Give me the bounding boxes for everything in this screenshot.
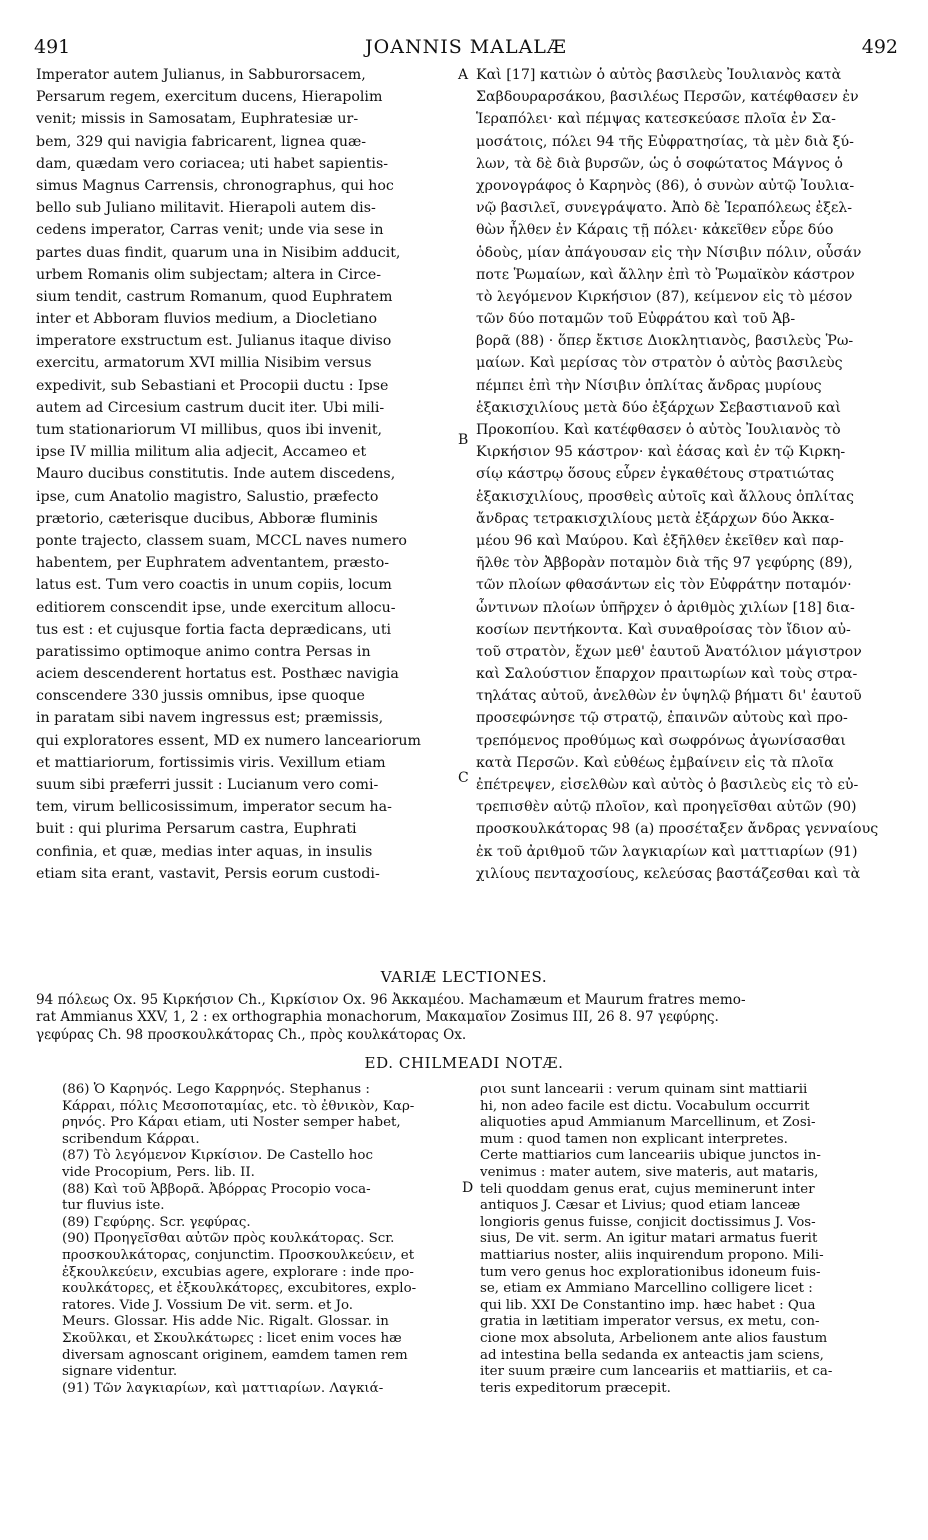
- latin-text-line: habentem, per Euphratem adventantem, præsto-: [36, 555, 390, 572]
- note-line: se, etiam ex Ammiano Marcellino colligere licet :: [480, 1281, 813, 1297]
- latin-text-line: ipse, cum Anatolio magistro, Salustio, præfecto: [36, 488, 379, 505]
- latin-text-line: Mauro ducibus constitutis. Inde autem discedens,: [36, 466, 396, 483]
- latin-text-line: urbem Romanis olim subjectam; altera in Circe-: [36, 266, 382, 283]
- note-line: qui lib. XXI De Constantino imp. hæc habet : Qua: [480, 1297, 816, 1313]
- greek-text-line: τοῦ στρατὸν, ἔχων μεθ' ἑαυτοῦ Ἀνατόλιον μάγιστρον: [476, 643, 862, 660]
- notes-right-column: [480, 1082, 900, 1397]
- running-title: JOANNIS MALALÆ: [365, 36, 567, 58]
- latin-text-line: exercitu, armatorum XVI millia Nisibim versus: [36, 355, 372, 372]
- greek-text-line: βορᾶ (88) · ὅπερ ἔκτισε Διοκλητιανὸς, βασιλεὺς Ῥω-: [476, 333, 854, 350]
- greek-text-line: Κιρκήσιον 95 κάστρον· καὶ ἐάσας καὶ ἐν τῷ Κιρκη-: [476, 444, 846, 461]
- note-line: signare videntur.: [62, 1364, 178, 1380]
- latin-text-column: [36, 64, 454, 885]
- latin-text-line: bem, 329 qui navigia fabricarent, lignea quæ-: [36, 133, 367, 150]
- note-line: (89) Γεφύρης. Scr. γεφύρας.: [62, 1214, 251, 1230]
- variant-reading-line: 94 πόλεως Ox. 95 Κιρκήσιον Ch., Κιρκίσιον Ox. 96 Ἀκκαμέου. Machamæum et Maurum fratres memo-: [36, 992, 746, 1008]
- greek-text-line: προσκουλκάτορας 98 (a) προσέταξεν ἄνδρας γενναίους: [476, 821, 879, 838]
- variant-reading-line: γεφύρας Ch. 98 προσκουλκάτορας Ch., πρὸς κουλκάτορας Ox.: [36, 1026, 467, 1043]
- latin-text-line: simus Magnus Carrensis, chronographus, qui hoc: [36, 177, 394, 194]
- latin-text-line: buit : qui plurima Persarum castra, Euphrati: [36, 821, 357, 838]
- greek-text-line: μαίων. Καὶ μερίσας τὸν στρατὸν ὁ αὐτὸς βασιλεὺς: [476, 355, 843, 372]
- latin-text-line: paratissimo optimoque animo contra Persas in: [36, 643, 371, 660]
- greek-text-line: μέου 96 καὶ Μαύρου. Καὶ ἐξῆλθεν ἐκεῖθεν καὶ παρ-: [476, 532, 844, 549]
- note-line: (86) Ὁ Καρηνός. Lego Καρρηνός. Stephanus :: [62, 1082, 370, 1097]
- margin-letter-b: B: [458, 432, 469, 448]
- note-line: aliquoties apud Ammianum Marcellinum, et Zosi-: [480, 1115, 816, 1131]
- greek-text-line: τρεπισθὲν αὐτῷ πλοῖον, καὶ προηγεῖσθαι αὐτῶν (90): [476, 799, 857, 816]
- latin-text-line: inter et Abboram fluvios medium, a Diocletiano: [36, 311, 378, 328]
- greek-text-line: τὸ λεγόμενον Κιρκήσιον (87), κείμενον εἰς τὸ μέσον: [476, 288, 853, 305]
- greek-text-line: ἐκ τοῦ ἀριθμοῦ τῶν λαγκιαρίων καὶ ματτιαρίων (91): [476, 843, 858, 860]
- page-number-right: 492: [861, 36, 898, 58]
- greek-text-line: προσεφώνησε τῷ στρατῷ, ἐπαινῶν αὐτοὺς καὶ προ-: [476, 710, 848, 727]
- note-line: hi, non adeo facile est dictu. Vocabulum occurrit: [480, 1098, 810, 1114]
- latin-text-line: tem, virum bellicosissimum, imperator secum ha-: [36, 799, 392, 816]
- note-line: ἐξκουλκεύειν, excubias agere, explorare : inde προ-: [62, 1264, 414, 1280]
- greek-text-line: τῶν πλοίων φθασάντων εἰς τὸν Εὐφράτην ποταμόν·: [476, 577, 852, 594]
- greek-text-line: ὁδοὺς, μίαν ἀπάγουσαν εἰς τὴν Νίσιβιν πόλιν, οὖσάν: [476, 244, 862, 261]
- margin-letter-d: D: [462, 1180, 474, 1196]
- note-line: scribendum Κάρραι.: [62, 1131, 200, 1147]
- greek-text-line: χρονογράφος ὁ Καρηνὸς (86), ὁ συνὼν αὐτῷ Ἰουλια-: [476, 177, 855, 194]
- latin-text-line: dam, quædam vero coriacea; uti habet sapientis-: [36, 155, 389, 172]
- margin-letter-a: A: [458, 67, 469, 83]
- greek-text-line: ἄνδρας τετρακισχιλίους μετὰ ἐξάρχων δύο Ἀκκα-: [476, 510, 835, 527]
- latin-text-line: etiam sita erant, vastavit, Persis eorum custodi-: [36, 865, 380, 882]
- latin-text-line: venit; missis in Samosatam, Euphratesiæ ur-: [36, 111, 359, 128]
- note-line: Certe mattiarios cum lanceariis ubique junctos in-: [480, 1148, 821, 1164]
- greek-text-line: Προκοπίου. Καὶ κατέφθασεν ὁ αὐτὸς Ἰουλιανὸς τὸ: [476, 422, 841, 438]
- latin-text-line: qui exploratores essent, MD ex numero lanceariorum: [36, 732, 421, 749]
- page-number-left: 491: [34, 36, 71, 58]
- latin-text-line: et mattiariorum, fortissimis viris. Vexillum etiam: [36, 754, 386, 771]
- latin-text-line: tus est : et cujusque fortia facta deprædicans, uti: [36, 621, 392, 638]
- greek-text-line: Καὶ [17] κατιὼν ὁ αὐτὸς βασιλεὺς Ἰουλιανὸς κατὰ: [476, 67, 842, 83]
- note-line: venimus : mater autem, sive materis, aut mataris,: [480, 1164, 819, 1180]
- greek-text-line: χιλίους πενταχοσίους, κελεύσας βαστάζεσθαι καὶ τὰ: [476, 865, 861, 882]
- note-line: Meurs. Glossar. His adde Nic. Rigalt. Glossar. in: [62, 1314, 389, 1330]
- latin-text-line: expedivit, sub Sebastiani et Procopii ductu : Ipse: [36, 377, 389, 394]
- note-line: mattiarius noster, aliis inquirendum propono. Mili-: [480, 1247, 824, 1263]
- greek-text-line: κοσίων πεντήκοντα. Καὶ συναθροίσας τὸν ἴδιον αὐ-: [476, 621, 851, 638]
- latin-text-line: Imperator autem Julianus, in Sabburorsacem,: [36, 67, 366, 83]
- margin-letter-c: C: [458, 770, 469, 786]
- latin-text-line: autem ad Circesium castrum ducit iter. Ubi mili-: [36, 399, 385, 416]
- latin-text-line: imperatore exstructum est. Julianus itaque diviso: [36, 333, 392, 350]
- latin-text-line: Persarum regem, exercitum ducens, Hierapolim: [36, 89, 383, 106]
- note-line: mum : quod tamen non explicant interpretes.: [480, 1131, 788, 1147]
- latin-text-line: tum stationariorum VI millibus, quos ibi invenit,: [36, 422, 383, 438]
- variae-lectiones-title: VARIÆ LECTIONES.: [380, 968, 548, 986]
- greek-text-line: Σαβδουραρσάκου, βασιλέως Περσῶν, κατέφθασεν ἐν: [476, 89, 859, 106]
- latin-text-line: conscendere 330 jussis omnibus, ipse quoque: [36, 688, 365, 705]
- note-line: gratia in lætitiam imperator versus, ex metu, con-: [480, 1314, 820, 1330]
- greek-text-line: ὧντινων πλοίων ὑπῆρχεν ὁ ἀριθμὸς χιλίων [18] δια-: [476, 599, 855, 616]
- note-line: tur fluvius iste.: [62, 1198, 165, 1214]
- note-line: sius, De vit. serm. An igitur matari armatus fuerit: [480, 1231, 818, 1247]
- running-header: [34, 36, 898, 62]
- latin-text-line: sium tendit, castrum Romanum, quod Euphratem: [36, 288, 393, 305]
- greek-text-line: κατὰ Περσῶν. Καὶ εὐθέως ἐμβαίνειν εἰς τὰ πλοῖα: [476, 754, 834, 771]
- note-line: (87) Τὸ λεγόμενον Κιρκίσιον. De Castello hoc: [62, 1148, 373, 1164]
- greek-text-line: ἑξακισχιλίους, προσθεὶς αὐτοῖς καὶ ἄλλους ὁπλίτας: [476, 488, 854, 505]
- note-line: teli quoddam genus erat, cujus meminerunt inter: [480, 1181, 815, 1197]
- variant-reading-line: rat Ammianus XXV, 1, 2 : ex orthographia monachorum, Μακαμαῖον Zosimus III, 26 8. 97 γεφύρης.: [36, 1009, 719, 1026]
- note-line: προσκουλκάτορας, conjunctim. Προσκουλκεύειν, et: [62, 1247, 415, 1263]
- note-line: iter suum præire cum lanceariis et mattiariis, et ca-: [480, 1364, 833, 1380]
- note-line: longioris genus fuisse, conjicit doctissimus J. Vos-: [480, 1214, 816, 1230]
- greek-text-line: τῶν δύο ποταμῶν τοῦ Εὐφράτου καὶ τοῦ Ἀβ-: [476, 311, 796, 328]
- notes-left-column: [62, 1082, 456, 1397]
- note-line: diversam agnoscant originem, eamdem tamen rem: [62, 1347, 408, 1363]
- note-line: κουλκάτορες, et ἐξκουλκάτορες, excubitores, explo-: [62, 1281, 417, 1297]
- note-line: (88) Καὶ τοῦ Ἀββορᾶ. Ἀβόρρας Procopio voca-: [62, 1181, 371, 1197]
- note-line: tum vero genus hoc explorationibus idoneum fuis-: [480, 1264, 821, 1280]
- note-line: cione mox absoluta, Arbelionem ante alios faustum: [480, 1330, 828, 1346]
- greek-text-line: ῆλθε τὸν Ἀββορὰν ποταμὸν διὰ τῆς 97 γεφύρης (89),: [476, 555, 853, 572]
- greek-text-line: ἐπέτρεψεν, εἰσελθὼν καὶ αὐτὸς ὁ βασιλεὺς εἰς τὸ εὐ-: [476, 777, 859, 793]
- note-line: Σκοῦλκαι, et Σκουλκάτωρες : licet enim voces hæ: [62, 1330, 402, 1346]
- greek-text-column: [476, 64, 906, 885]
- latin-text-line: cedens imperator, Carras venit; unde via sese in: [36, 222, 384, 239]
- note-line: ad intestina bella sedanda ex anteactis jam sciens,: [480, 1347, 824, 1363]
- latin-text-line: confinia, et quæ, medias inter aquas, in insulis: [36, 843, 373, 860]
- latin-text-line: ipse IV millia militum alia adjecit, Accameo et: [36, 444, 367, 461]
- greek-text-line: ποτε Ῥωμαίων, καὶ ἄλλην ἐπὶ τὸ Ῥωμαϊκὸν κάστρον: [476, 266, 855, 283]
- latin-text-line: latus est. Tum vero coactis in unum copiis, locum: [36, 577, 392, 594]
- latin-text-line: ponte trajecto, classem suam, MCCL naves numero: [36, 532, 407, 549]
- latin-text-line: partes duas findit, quarum una in Nisibim adducit,: [36, 244, 401, 261]
- greek-text-line: νῷ βασιλεῖ, συνεγράψατο. Ἀπὸ δὲ Ἱεραπόλεως ἐξελ-: [476, 200, 853, 217]
- latin-text-line: aciem descenderent hortatus est. Posthæc navigia: [36, 666, 399, 683]
- note-line: ρηνός. Pro Κάραι etiam, uti Noster semper habet,: [62, 1115, 401, 1131]
- latin-text-line: bello sub Juliano militavit. Hierapoli autem dis-: [36, 200, 376, 217]
- greek-text-line: τηλάτας αὐτοῦ, ἀνελθὼν ἐν ὑψηλῷ βήματι δι' ἑαυτοῦ: [476, 688, 862, 705]
- note-line: ριοι sunt lancearii : verum quinam sint mattiarii: [480, 1082, 808, 1097]
- note-line: Κάρραι, πόλις Μεσοποταμίας, etc. τὸ ἐθνικὸν, Καρ-: [62, 1098, 415, 1114]
- latin-text-line: in paratam sibi navem ingressus est; præmissis,: [36, 710, 384, 727]
- note-line: ratores. Vide J. Vossium De vit. serm. et Jo.: [62, 1297, 354, 1313]
- greek-text-line: μοσάτοις, πόλει 94 τῆς Εὐφρατησίας, τὰ μὲν διὰ ξύ-: [476, 133, 854, 150]
- note-line: antiquos J. Cæsar et Livius; quod etiam lanceæ: [480, 1198, 801, 1214]
- greek-text-line: καὶ Σαλούστιον ἔπαρχον πραιτωρίων καὶ τοὺς στρα-: [476, 666, 858, 683]
- note-line: vide Procopium, Pers. lib. II.: [62, 1164, 255, 1180]
- note-line: (90) Προηγεῖσθαι αὐτῶν πρὸς κουλκάτορας. Scr.: [62, 1231, 395, 1247]
- greek-text-line: λων, τὰ δὲ διὰ βυρσῶν, ὡς ὁ σοφώτατος Μάγνος ὁ: [476, 155, 843, 172]
- latin-text-line: suum sibi præferri jussit : Lucianum vero comi-: [36, 777, 379, 793]
- greek-text-line: Ἱεραπόλει· καὶ πέμψας κατεσκεύασε πλοῖα ἐν Σα-: [476, 111, 836, 128]
- notes-title: ED. CHILMEADI NOTÆ.: [364, 1054, 564, 1072]
- latin-text-line: editiorem conscendit ipse, unde exercitum allocu-: [36, 599, 396, 616]
- greek-text-line: ἑξακισχιλίους μετὰ δύο ἐξάρχων Σεβαστιανοῦ καὶ: [476, 399, 841, 416]
- greek-text-line: θὼν ἦλθεν ἐν Κάραις τῇ πόλει· κἀκεῖθεν εὗρε δύο: [476, 222, 834, 239]
- latin-text-line: prætorio, cæterisque ducibus, Abboræ fluminis: [36, 510, 378, 527]
- variae-lectiones-block: [36, 992, 908, 1044]
- note-line: teris expeditorum præcepit.: [480, 1380, 671, 1396]
- greek-text-line: τρεπόμενος προθύμως καὶ σωφρόνως ἀγωνίσασθαι: [476, 732, 846, 749]
- greek-text-line: πέμπει ἐπὶ τὴν Νίσιβιν ὁπλίτας ἄνδρας μυρίους: [476, 377, 822, 394]
- note-line: (91) Τῶν λαγκιαρίων, καὶ ματτιαρίων. Λαγκιά-: [62, 1380, 384, 1396]
- greek-text-line: σίῳ κάστρῳ ὅσους εὗρεν ἐγκαθέτους στρατιώτας: [476, 466, 835, 483]
